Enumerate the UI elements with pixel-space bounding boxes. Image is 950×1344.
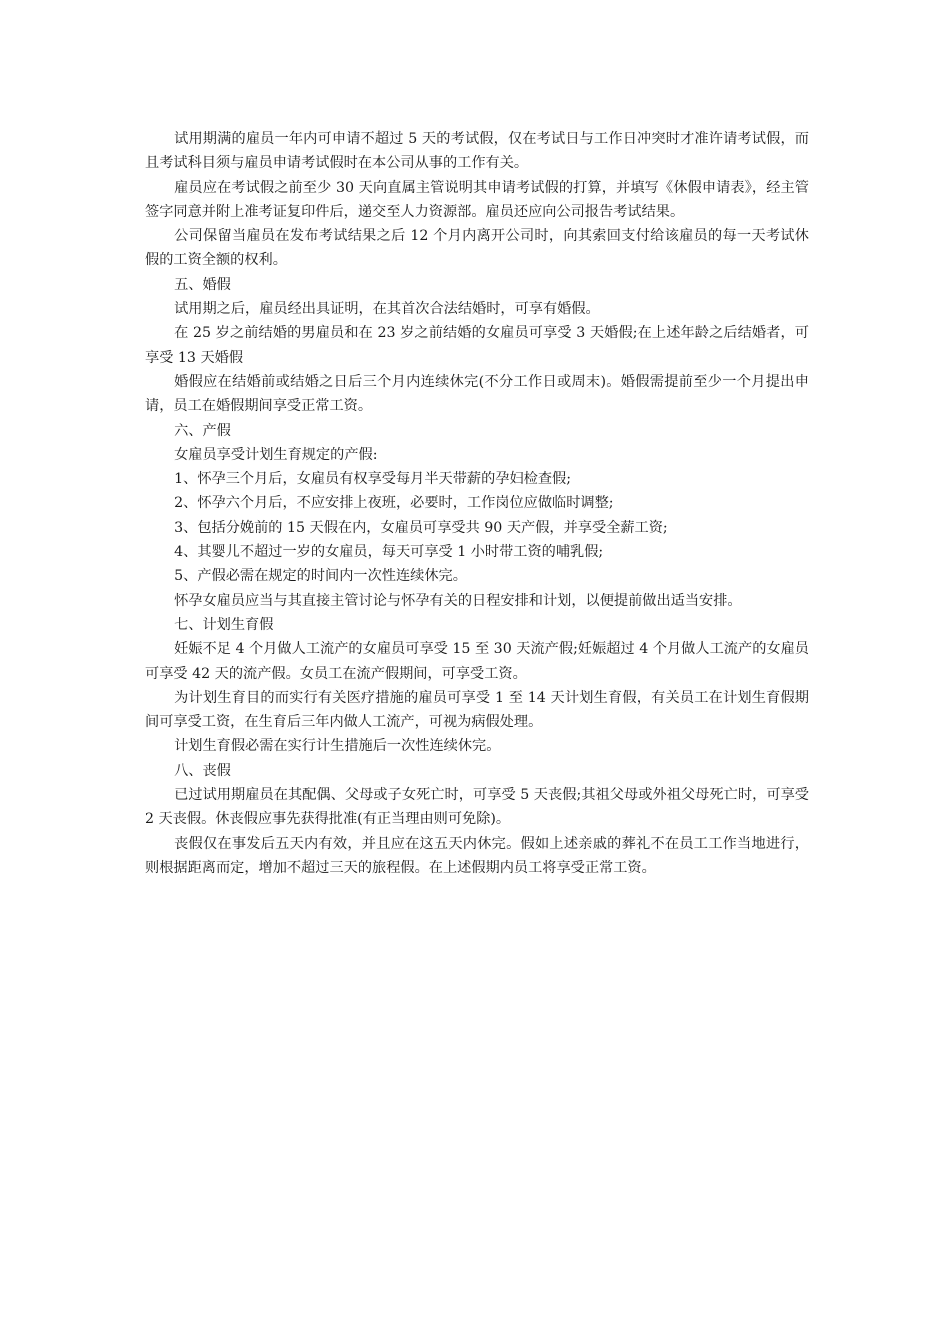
list-item-maternity-3: 3、包括分娩前的 15 天假在内，女雇员可享受共 90 天产假，并享受全薪工资;	[174, 519, 668, 536]
list-item-maternity-5: 5、产假必需在规定的时间内一次性连续休完。	[174, 568, 467, 585]
list-item-maternity-1: 1、怀孕三个月后，女雇员有权享受每月半天带薪的孕妇检查假;	[174, 471, 571, 488]
section-heading-family-planning-leave: 七、计划生育假	[174, 616, 274, 633]
list-item-maternity-2: 2、怀孕六个月后，不应安排上夜班，必要时，工作岗位应做临时调整;	[174, 495, 614, 512]
section-heading-maternity-leave: 六、产假	[174, 422, 231, 439]
paragraph-marriage-timing: 婚假应在结婚前或结婚之日后三个月内连续休完(不分工作日或周末)。婚假需提前至少一个月提出申请，员工在婚假期间享受正常工资。	[145, 373, 809, 415]
section-heading-bereavement-leave: 八、丧假	[174, 762, 231, 779]
paragraph-bereavement-duration: 已过试用期雇员在其配偶、父母或子女死亡时，可享受 5 天丧假;其祖父母或外祖父母死亡时，可享受 2 天丧假。休丧假应事先获得批准(有正当理由则可免除)。	[145, 787, 809, 828]
paragraph-maternity-planning: 怀孕女雇员应当与其直接主管讨论与怀孕有关的日程安排和计划，以便提前做出适当安排。	[174, 592, 742, 609]
document-body	[145, 127, 809, 880]
paragraph-marriage-eligibility: 试用期之后，雇员经出具证明，在其首次合法结婚时，可享有婚假。	[174, 301, 600, 318]
list-item-maternity-4: 4、其婴儿不超过一岁的女雇员，每天可享受 1 小时带工资的哺乳假;	[174, 544, 604, 561]
paragraph-marriage-duration: 在 25 岁之前结婚的男雇员和在 23 岁之前结婚的女雇员可享受 3 天婚假;在上述年龄之后结婚者，可享受 13 天婚假	[145, 325, 809, 366]
paragraph-exam-leave-application: 雇员应在考试假之前至少 30 天向直属主管说明其申请考试假的打算，并填写《休假申请表》，经主管签字同意并附上准考证复印件后，递交至人力资源部。雇员还应向公司报告考试结果。	[145, 179, 809, 220]
paragraph-maternity-intro: 女雇员享受计划生育规定的产假:	[174, 446, 378, 463]
paragraph-bereavement-validity: 丧假仅在事发后五天内有效，并且应在这五天内休完。假如上述亲戚的葬礼不在员工工作当地进行，则根据距离而定，增加不超过三天的旅程假。在上述假期内员工将享受正常工资。	[145, 835, 809, 876]
paragraph-exam-leave-refund: 公司保留当雇员在发布考试结果之后 12 个月内离开公司时，向其索回支付给该雇员的每一天考试休假的工资全额的权利。	[145, 228, 809, 269]
paragraph-family-planning-continuous: 计划生育假必需在实行计生措施后一次性连续休完。	[174, 738, 501, 755]
paragraph-exam-leave-eligibility: 试用期满的雇员一年内可申请不超过 5 天的考试假，仅在考试日与工作日冲突时才准许请考试假，而且考试科目须与雇员申请考试假时在本公司从事的工作有关。	[145, 131, 809, 172]
paragraph-abortion-leave: 妊娠不足 4 个月做人工流产的女雇员可享受 15 至 30 天流产假;妊娠超过 4 个月做人工流产的女雇员可享受 42 天的流产假。女员工在流产假期间，可享受工资。	[145, 641, 809, 682]
section-heading-marriage-leave: 五、婚假	[174, 276, 231, 293]
paragraph-family-planning-medical: 为计划生育目的而实行有关医疗措施的雇员可享受 1 至 14 天计划生育假，有关员工在计划生育假期间可享受工资，在生育后三年内做人工流产，可视为病假处理。	[145, 689, 809, 731]
